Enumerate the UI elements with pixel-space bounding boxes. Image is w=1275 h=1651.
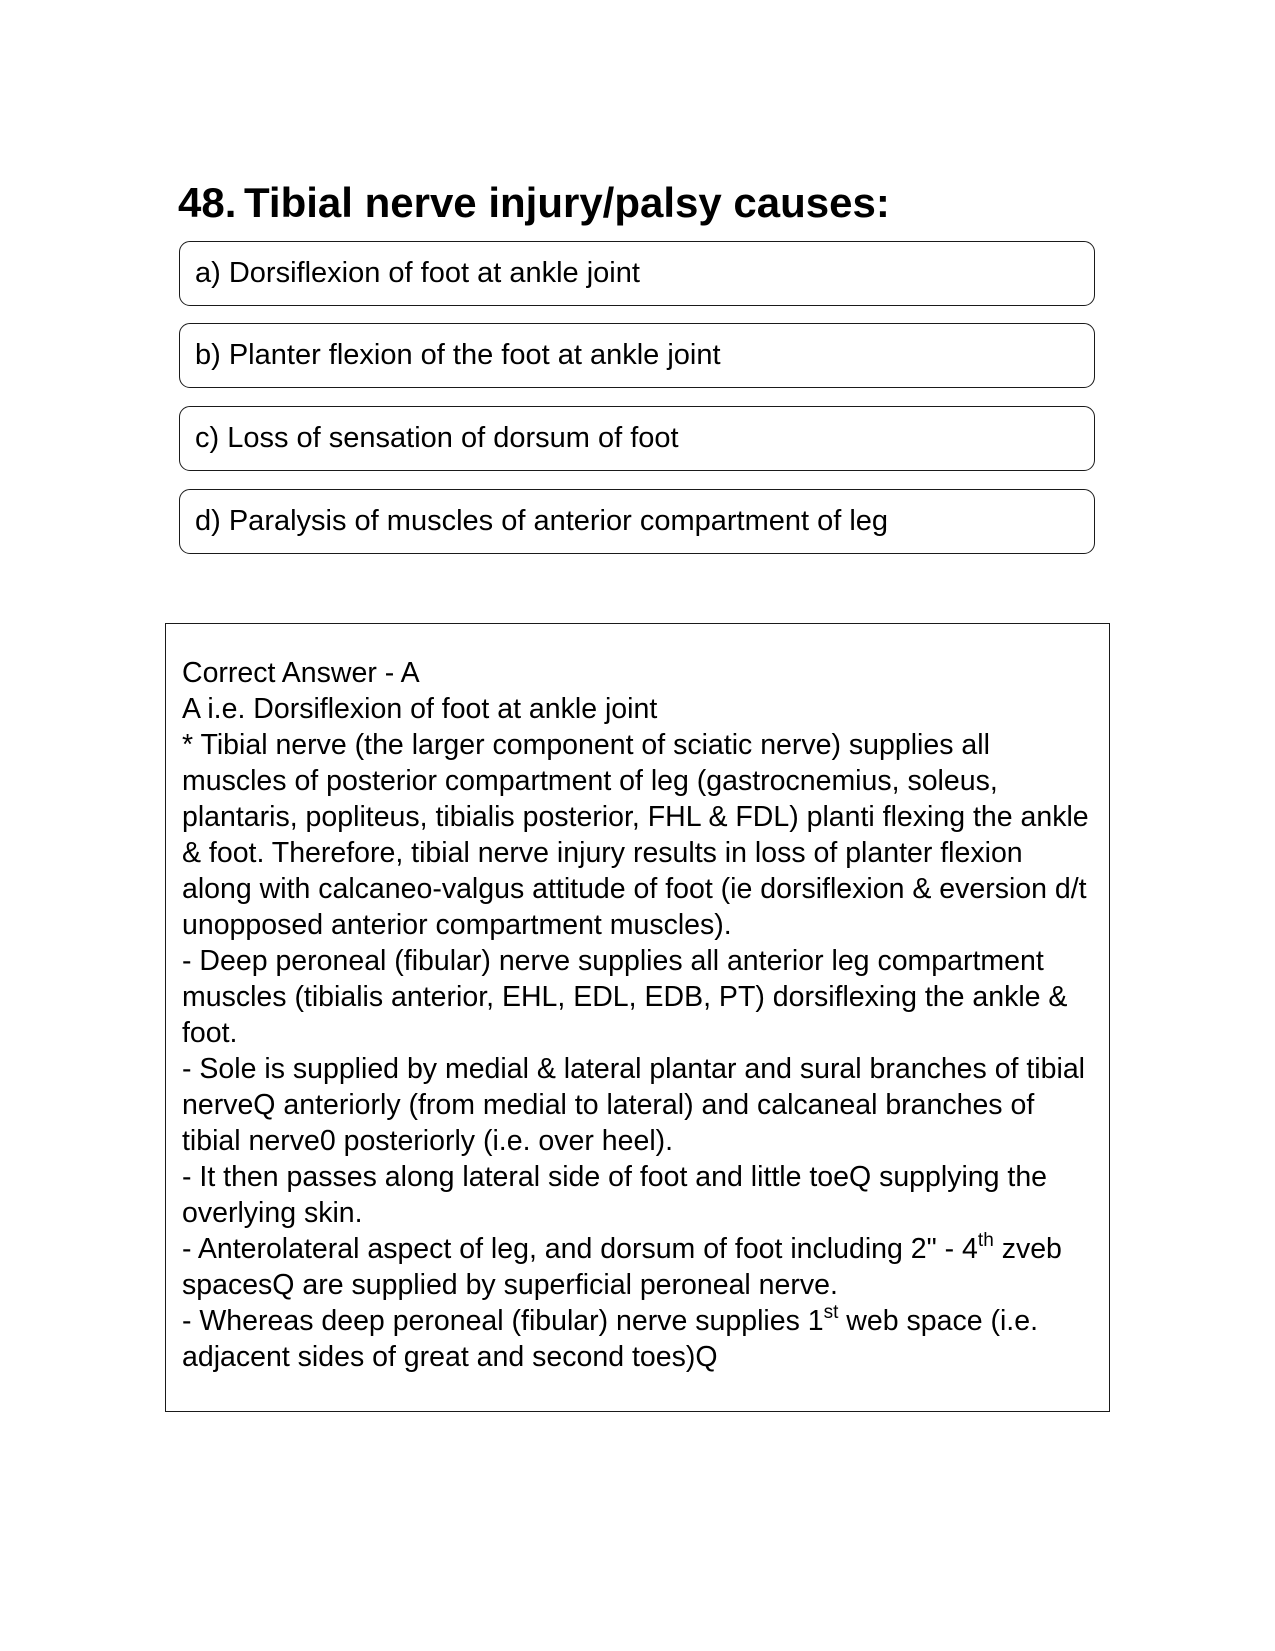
option-a[interactable]: a) Dorsiflexion of foot at ankle joint [179, 241, 1095, 306]
option-c[interactable]: c) Loss of sensation of dorsum of foot [179, 406, 1095, 471]
explanation-superficial-peroneal: - Anterolateral aspect of leg, and dorsum of foot including 2" - 4th zveb spacesQ are supplied by superficial peroneal nerve. [182, 1230, 1062, 1301]
answer-explanation-box [165, 623, 1110, 1412]
question-number: 48. [178, 179, 237, 226]
correct-answer-heading: Correct Answer - A [182, 657, 420, 689]
explanation-sole-supply: - Sole is supplied by medial & lateral plantar and sural branches of tibial nerveQ anteriorly (from medial to lateral) and calcaneal branches of tibial nerve0 posteriorly (i.e. over heel). [182, 1053, 1085, 1157]
question-text: Tibial nerve injury/palsy causes: [244, 179, 890, 226]
correct-answer-summary: A i.e. Dorsiflexion of foot at ankle joint [182, 693, 658, 725]
option-b[interactable]: b) Planter flexion of the foot at ankle joint [179, 323, 1095, 388]
explanation-tibial-nerve: * Tibial nerve (the larger component of sciatic nerve) supplies all muscles of posterior compartment of leg (gastrocnemius, soleus, plantaris, popliteus, tibialis posterior, FHL & FDL) planti flexing the ankle & foot. Therefore, tibial nerve injury results in loss of planter flexion along with calcaneo-valgus attitude of foot (ie dorsiflexion & eversion d/t unopposed anterior compartment muscles). [182, 729, 1089, 941]
question-title [178, 178, 890, 228]
explanation-first-web-space: - Whereas deep peroneal (fibular) nerve supplies 1st web space (i.e. adjacent sides of great and second toes)Q [182, 1302, 1038, 1373]
explanation-lateral-foot: - It then passes along lateral side of foot and little toeQ supplying the overlying skin. [182, 1161, 1048, 1229]
option-d[interactable]: d) Paralysis of muscles of anterior compartment of leg [179, 489, 1095, 554]
explanation-deep-peroneal: - Deep peroneal (fibular) nerve supplies all anterior leg compartment muscles (tibialis anterior, EHL, EDL, EDB, PT) dorsiflexing the ankle & foot. [182, 945, 1068, 1049]
